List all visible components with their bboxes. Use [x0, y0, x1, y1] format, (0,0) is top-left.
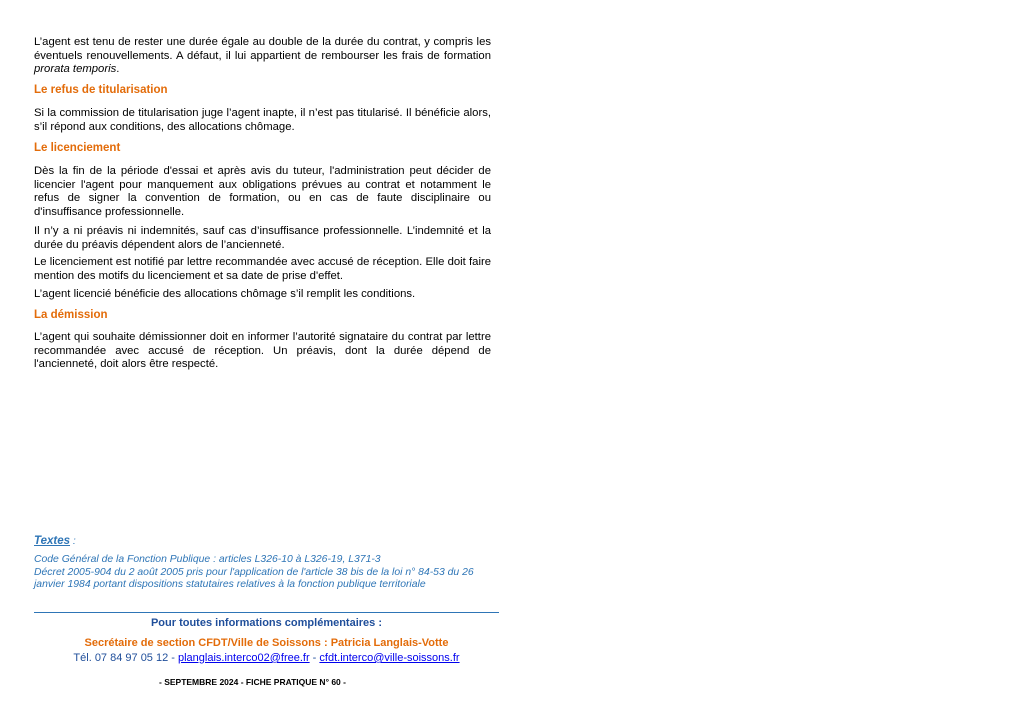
- reference-line: Décret 2005-904 du 2 août 2005 pris pour l'application de l'article 38 bis de la loi n° 84-53 du 26 janvier 1984 portant dispositions statutaires relatives à la fonction publique territoriale: [34, 566, 474, 591]
- intro-end: .: [116, 63, 120, 76]
- reference-line: Code Général de la Fonction Publique : articles L326-10 à L326-19, L371-3: [34, 554, 381, 566]
- info-title: Pour toutes informations complémentaires :: [150, 617, 383, 629]
- heading-refus: Le refus de titularisation: [34, 84, 168, 96]
- email-link-cfdt[interactable]: cfdt.interco@ville-soissons.fr: [319, 652, 460, 664]
- heading-demission: La démission: [34, 309, 108, 321]
- separator-text: -: [309, 652, 320, 664]
- issue-line: - SEPTEMBRE 2024 - FICHE PRATIQUE N° 60 -: [159, 677, 346, 687]
- heading-licenciement: Le licenciement: [34, 142, 121, 154]
- secretary-line: Secrétaire de section CFDT/Ville de Soissons : Patricia Langlais-Votte: [84, 637, 449, 649]
- footer-divider: [34, 612, 499, 613]
- references-title: Textes: [34, 535, 71, 547]
- phone-text: Tél. 07 84 97 05 12 -: [73, 652, 178, 664]
- licenciement-paragraph: Il n’y a ni préavis ni indemnités, sauf cas d’insuffisance professionnelle. L’indemnité et la durée du préavis dépendent alors de l’ancienneté.: [34, 225, 491, 251]
- licenciement-paragraph: Dès la fin de la période d'essai et après avis du tuteur, l'administration peut décider de licencier l'agent pour manquement aux obligations prévues au contrat et notamment le refus de signer la convention de formation, ou en cas de faute disciplinaire ou d'insuffisance professionnelle.: [34, 165, 491, 218]
- references-block: [34, 535, 504, 592]
- refus-text: Si la commission de titularisation juge l’agent inapte, il n’est pas titularisé. Il bénéficie alors, s’il répond aux conditions, des allocations chômage.: [34, 107, 491, 133]
- email-link-planglais[interactable]: planglais.interco02@free.fr: [178, 652, 310, 664]
- intro-italic: prorata temporis: [34, 63, 117, 76]
- contact-line: [34, 652, 499, 664]
- intro-paragraph: [34, 36, 491, 77]
- references-colon: :: [70, 536, 76, 547]
- demission-text: L’agent qui souhaite démissionner doit en informer l’autorité signataire du contrat par lettre recommandée avec accusé de réception. Un préavis, dont la durée dépend de l'ancienneté, doit alors être respecté.: [34, 331, 491, 371]
- licenciement-paragraph: Le licenciement est notifié par lettre recommandée avec accusé de réception. Elle doit faire mention des motifs du licenciement et sa date de prise d'effet.: [34, 256, 491, 282]
- intro-text: L’agent est tenu de rester une durée égale au double de la durée du contrat, y compris les éventuels renouvellements. A défaut, il lui appartient de rembourser les frais de formation: [34, 36, 491, 62]
- licenciement-paragraph: L’agent licencié bénéficie des allocations chômage s’il remplit les conditions.: [34, 288, 416, 300]
